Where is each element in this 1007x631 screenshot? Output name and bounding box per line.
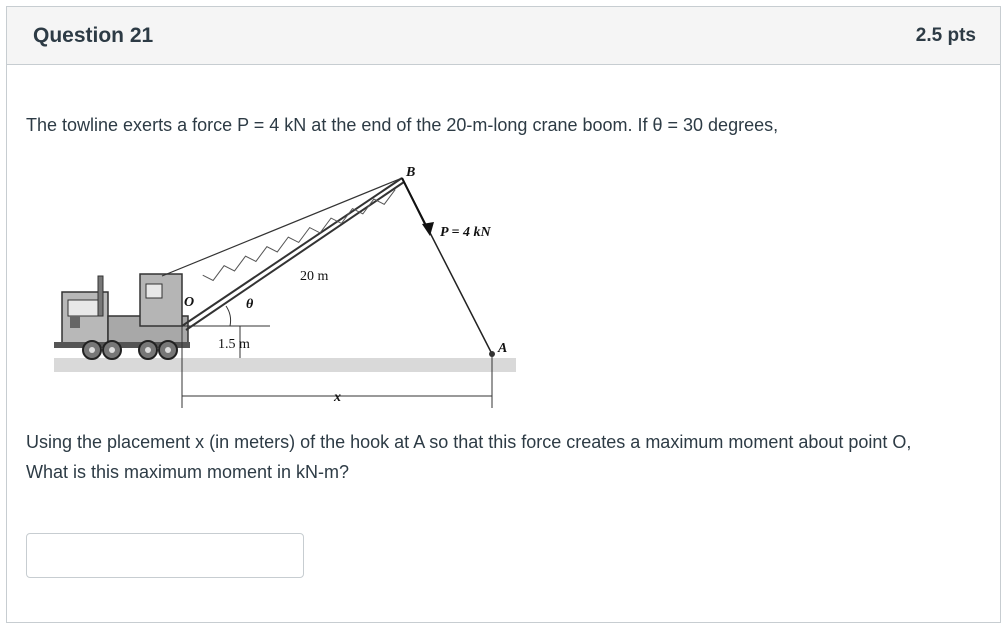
question-text-2: Using the placement x (in meters) of the hook at A so that this force creates a maximum moment about point O, What is this maximum moment in kN-m?: [26, 432, 912, 482]
hook-a: [489, 351, 495, 357]
theta-arc: [226, 306, 231, 326]
label-boom-length: 20 m: [300, 269, 329, 284]
force-arrow: [402, 178, 428, 230]
question-points: 2.5 pts: [915, 24, 976, 46]
question-header: [7, 7, 1000, 65]
answer-input[interactable]: [26, 533, 304, 578]
question-title: Question 21: [33, 23, 154, 47]
ground: [54, 358, 516, 372]
label-x: x: [334, 390, 341, 405]
label-o: O: [184, 295, 195, 310]
label-height: 1.5 m: [218, 337, 250, 352]
label-a: A: [498, 341, 508, 356]
label-theta: θ: [246, 297, 254, 312]
label-b: B: [406, 165, 416, 180]
truck: [54, 274, 190, 359]
question-text: The towline exerts a force P = 4 kN at the end of the 20-m-long crane boom. If θ = 30 degrees,: [26, 115, 779, 135]
crane-diagram: [50, 158, 530, 412]
support-cable: [162, 178, 402, 276]
label-force: P = 4 kN: [440, 225, 491, 240]
